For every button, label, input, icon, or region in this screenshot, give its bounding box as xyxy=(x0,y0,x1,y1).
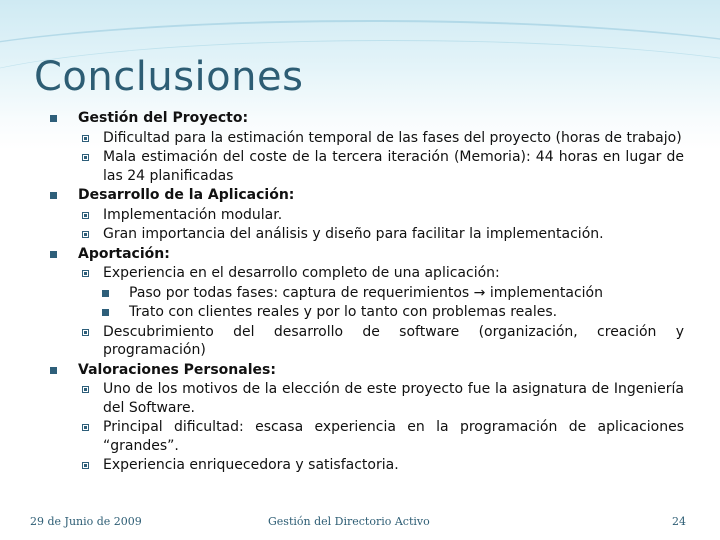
list-item-text: Experiencia enriquecedora y satisfactoria. xyxy=(103,457,399,473)
hollow-square-bullet-icon xyxy=(82,462,89,469)
sub-list-item-text: implementación xyxy=(489,284,603,301)
list-item xyxy=(44,418,684,455)
list-item-text: Gran importancia del análisis y diseño para facilitar la implementación. xyxy=(103,226,604,242)
footer-date: 29 de Junio de 2009 xyxy=(30,515,142,528)
list-item-text: Mala estimación del coste de la tercera iteración (Memoria): 44 horas en lugar de las 24 planificadas xyxy=(103,149,684,184)
slide-body xyxy=(44,109,684,476)
list-item xyxy=(44,225,684,244)
square-bullet-icon xyxy=(50,192,57,199)
sub-list-item xyxy=(44,284,684,303)
hollow-square-bullet-icon xyxy=(82,135,89,142)
hollow-square-bullet-icon xyxy=(82,212,89,219)
square-bullet-icon xyxy=(102,290,109,297)
list-item-text: Descubrimiento del desarrollo de software (organización, creación y programación) xyxy=(103,323,684,358)
list-item xyxy=(44,264,684,283)
slide-title: Conclusiones xyxy=(34,54,304,100)
section-heading xyxy=(44,245,684,264)
hollow-square-bullet-icon xyxy=(82,154,89,161)
section-heading-text: Aportación: xyxy=(78,245,170,262)
list-item-text: Experiencia en el desarrollo completo de una aplicación: xyxy=(103,265,500,281)
section-heading-text: Valoraciones Personales: xyxy=(78,361,276,378)
list-item xyxy=(44,380,684,417)
list-item xyxy=(44,129,684,148)
square-bullet-icon xyxy=(50,115,57,122)
slide-number: 24 xyxy=(672,515,686,528)
sub-list-item-text: Paso por todas fases: captura de requerimientos xyxy=(129,284,470,301)
section-heading-text: Desarrollo de la Aplicación: xyxy=(78,187,295,203)
hollow-square-bullet-icon xyxy=(82,386,89,393)
hollow-square-bullet-icon xyxy=(82,329,89,336)
list-item-text: Principal dificultad: escasa experiencia en la programación de aplicaciones “grandes”. xyxy=(103,419,684,454)
section-heading xyxy=(44,361,684,380)
hollow-square-bullet-icon xyxy=(82,231,89,238)
list-item xyxy=(44,323,684,360)
list-item xyxy=(44,206,684,225)
section-heading xyxy=(44,109,684,128)
section-heading xyxy=(44,186,684,205)
section-heading-text: Gestión del Proyecto: xyxy=(78,110,249,126)
hollow-square-bullet-icon xyxy=(82,424,89,431)
sub-list-item xyxy=(44,303,684,322)
list-item-text: Dificultad para la estimación temporal de las fases del proyecto (horas de trabajo) xyxy=(103,129,682,146)
list-item-text: Implementación modular. xyxy=(103,206,283,223)
square-bullet-icon xyxy=(50,251,57,258)
square-bullet-icon xyxy=(102,309,109,316)
footer-title: Gestión del Directorio Activo xyxy=(268,515,430,528)
list-item xyxy=(44,456,684,475)
hollow-square-bullet-icon xyxy=(82,270,89,277)
list-item-text: Uno de los motivos de la elección de este proyecto fue la asignatura de Ingeniería del Software. xyxy=(103,381,684,416)
sub-list-item-text: Trato con clientes reales y por lo tanto con problemas reales. xyxy=(129,304,558,320)
list-item xyxy=(44,148,684,185)
right-arrow-icon: → xyxy=(473,284,486,301)
square-bullet-icon xyxy=(50,367,57,374)
